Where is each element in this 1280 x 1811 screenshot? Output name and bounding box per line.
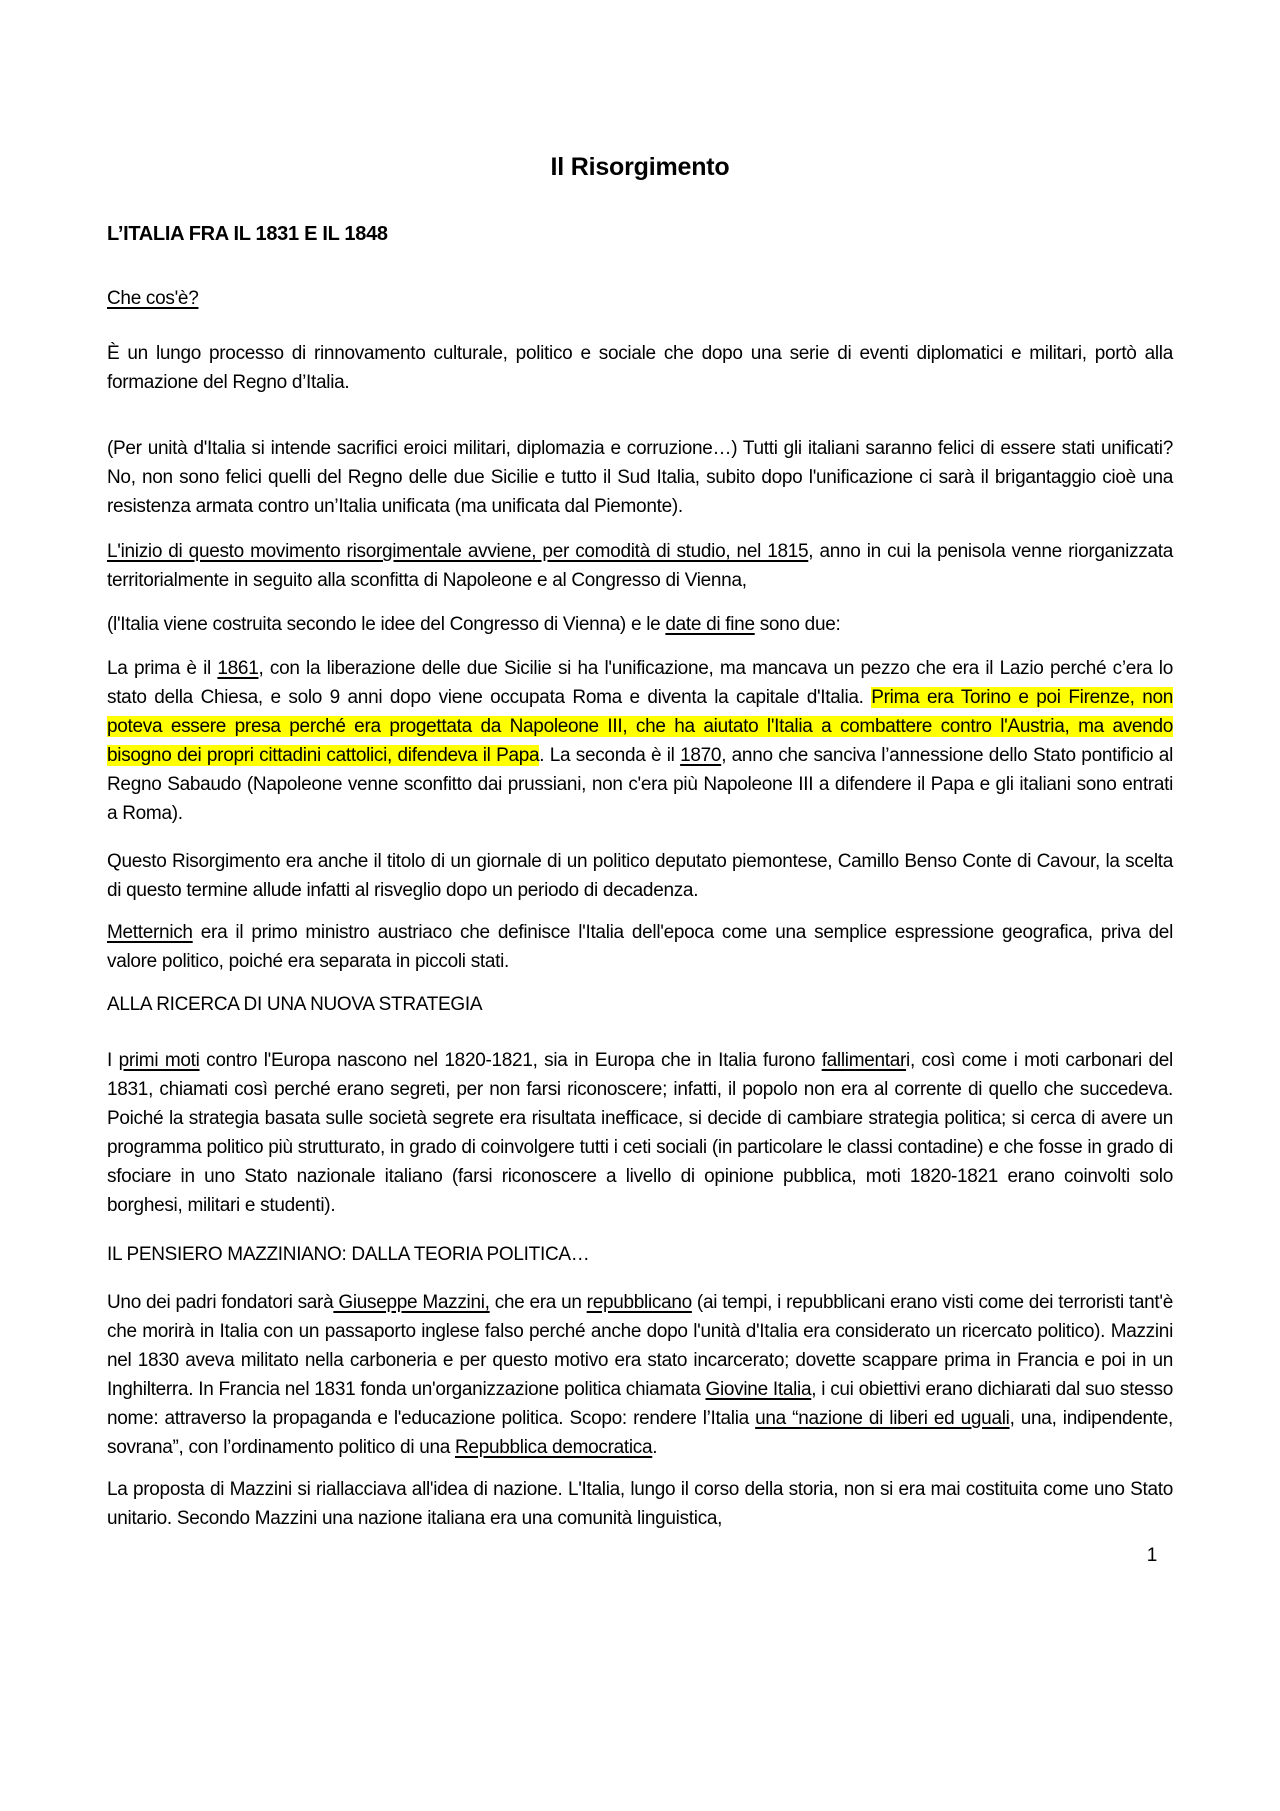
text-run: Il Risorgimento — [550, 153, 730, 181]
section-heading-nuova-strategia — [107, 990, 1173, 1019]
text-run: , anno che sanciva l’annessione dello Stato pontificio al Regno Sabaudo (Napoleone venne sconfitto dai prussiani, non c'era più Napoleone III a difendere il Papa e gli italiani sono entrati a Roma). — [107, 745, 1173, 824]
section-heading-pensiero-mazziniano — [107, 1240, 1173, 1269]
text-run: , una, indipendente, sovrana”, con l’ordinamento politico di una — [107, 1408, 1173, 1458]
underlined-text: Giuseppe Mazzini, — [333, 1292, 490, 1313]
underlined-text: Che cos'è? — [107, 288, 199, 309]
text-run: contro l'Europa nascono nel 1820-1821, sia in Europa che in Italia furono — [199, 1050, 822, 1071]
subheading-che-cose — [107, 284, 1173, 313]
text-run: , con la liberazione delle due Sicilie si ha l'unificazione, ma mancava un pezzo che era il Lazio perché c’era lo stato della Chiesa, e solo 9 anni dopo viene occupata Roma e diventa la capitale d'Italia. — [107, 658, 1173, 708]
text-run: Uno dei padri fondatori sarà — [107, 1292, 334, 1313]
underlined-text: date di fine — [665, 614, 755, 635]
section-heading-italia-1831-1848 — [107, 220, 1173, 249]
text-run: La prima è il — [107, 658, 218, 679]
text-run: che era un — [489, 1292, 587, 1313]
underlined-text: una “nazione di liberi ed uguali — [755, 1408, 1010, 1429]
underlined-text: 1861 — [217, 658, 259, 679]
underlined-text: fallimentar — [821, 1050, 907, 1071]
text-run: (Per unità d'Italia si intende sacrifici eroici militari, diplomazia e corruzione…) Tutti gli italiani saranno felici di essere stati unificati? No, non sono felici quelli del Regno delle due Sicilie e tutto il Sud Italia, subito dopo l'unificazione ci sarà il brigantaggio cioè una resistenza armata contro un’Italia unificata (ma unificata dal Piemonte). — [107, 438, 1173, 517]
underlined-text: Giovine Italia — [705, 1379, 812, 1400]
highlighted-text: Prima era Torino e poi Firenze, non poteva essere presa perché era progettata da Napoleone III, che ha aiutato l'Italia a combattere contro l'Austria, ma avendo bisogno dei propri cittadini cattolici, difendeva il Papa — [107, 687, 1173, 766]
text-run: (l'Italia viene costruita secondo le idee del Congresso di Vienna) e le — [107, 614, 666, 635]
text-run: , anno in cui la penisola venne riorganizzata territorialmente in seguito alla sconfitta di Napoleone e al Congresso di Vienna, — [107, 541, 1174, 591]
underlined-text: primi moti — [118, 1050, 200, 1071]
paragraph-definizione — [107, 339, 1173, 397]
underlined-text: Repubblica democratica — [455, 1437, 653, 1458]
underlined-text: L'inizio di questo movimento risorgimentale avviene, per comodità di studio, nel 1815 — [107, 541, 809, 562]
paragraph-metternich — [107, 918, 1173, 976]
paragraph-giornale-cavour — [107, 847, 1173, 905]
paragraph-proposta-nazione — [107, 1475, 1173, 1533]
text-run: I — [107, 1050, 119, 1071]
text-run: La proposta di Mazzini si riallacciava all'idea di nazione. L'Italia, lungo il corso della storia, non si era mai costituita come uno Stato unitario. Secondo Mazzini una nazione italiana era una comunità linguistica, — [107, 1479, 1173, 1529]
text-run: era il primo ministro austriaco che definisce l'Italia dell'epoca come una semplice espressione geografica, priva del valore politico, poiché era separata in piccoli stati. — [107, 922, 1173, 972]
paragraph-primi-moti — [107, 1046, 1173, 1220]
paragraph-inizio-1815 — [107, 537, 1173, 595]
paragraph-mazzini — [107, 1288, 1173, 1462]
text-run: L’ITALIA FRA IL 1831 E IL 1848 — [107, 223, 388, 245]
paragraph-unita-italia — [107, 434, 1173, 521]
paragraph-1861-1870 — [107, 654, 1173, 828]
paragraph-date-di-fine — [107, 610, 1173, 639]
text-run: , i cui obiettivi erano dichiarati dal suo stesso nome: attraverso la propaganda e l'educazione politica. Scopo: rendere l’Italia — [107, 1379, 1173, 1429]
text-run: i, così come i moti carbonari del 1831, chiamati così perché erano segreti, per non farsi riconoscere; infatti, il popolo non era al corrente di quello che succedeva. Poiché la strategia basata sulle società segrete era risultata inefficace, si decide di cambiare strategia politica; si cerca di avere un programma politico più strutturato, in grado di coinvolgere tutti i ceti sociali (in particolare le classi contadine) e che fosse in grado di sfociare in uno Stato nazionale italiano (farsi riconoscere a livello di opinione pubblica, moti 1820-1821 erano coinvolti solo borghesi, militari e studenti). — [107, 1050, 1173, 1216]
text-run: IL PENSIERO MAZZINIANO: DALLA TEORIA POLITICA… — [107, 1244, 590, 1265]
document-title — [107, 152, 1173, 182]
text-run: Questo Risorgimento era anche il titolo di un giornale di un politico deputato piemontese, Camillo Benso Conte di Cavour, la scelta di questo termine allude infatti al risveglio dopo un periodo di decadenza. — [107, 851, 1173, 901]
text-run: . — [652, 1437, 658, 1458]
text-run: È un lungo processo di rinnovamento culturale, politico e sociale che dopo una serie di eventi diplomatici e militari, portò alla formazione del Regno d’Italia. — [107, 343, 1173, 393]
text-run: 1 — [1146, 1545, 1157, 1566]
text-run: . La seconda è il — [539, 745, 681, 766]
underlined-text: repubblicano — [586, 1292, 692, 1313]
underlined-text: Metternich — [107, 922, 193, 943]
page-number — [107, 1541, 1173, 1570]
text-run: ALLA RICERCA DI UNA NUOVA STRATEGIA — [107, 994, 483, 1015]
underlined-text: 1870 — [680, 745, 722, 766]
text-run: sono due: — [754, 614, 841, 635]
text-run: (ai tempi, i repubblicani erano visti come dei terroristi tant'è che morirà in Italia con un passaporto inglese falso perché anche dopo l'unità d'Italia era considerato un ricercato politico). Mazzini nel 1830 aveva militato nella carboneria e per questo motivo era stato incarcerato; dovette scappare prima in Francia e poi in un Inghilterra. In Francia nel 1831 fonda un'organizzazione politica chiamata — [107, 1292, 1173, 1400]
